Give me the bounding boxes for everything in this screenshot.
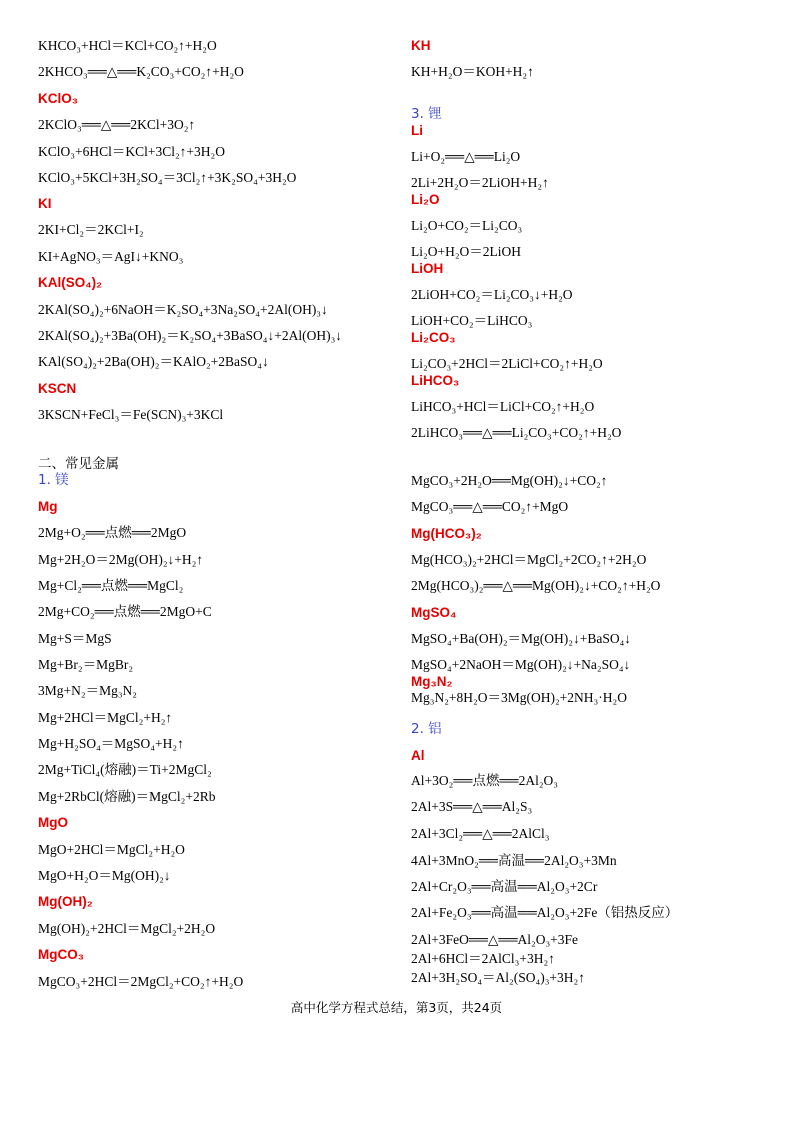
equation: MgO+2HCl＝MgCl₂+H₂O [38,842,185,857]
compound-heading: Li [411,123,423,138]
equation: Li+O₂══△══Li₂O [411,149,521,164]
equation: MgCO₃══△══CO₂↑+MgO [411,499,569,514]
equation: Li₂O+CO₂＝Li₂CO₃ [411,218,523,233]
equation: Mg+Cl₂══点燃══MgCl₂ [38,578,184,593]
equation: 3KSCN+FeCl₃＝Fe(SCN)₃+3KCl [38,407,224,422]
equation: 2Mg+O₂══点燃══2MgO [38,525,187,540]
equation: KAl(SO₄)₂+2Ba(OH)₂＝KAlO₂+2BaSO₄↓ [38,354,269,369]
equation: Mg+2RbCl(熔融)＝MgCl₂+2Rb [38,789,216,804]
equation: 2Mg+CO₂══点燃══2MgO+C [38,604,212,619]
equation: 2Al+3S══△══Al₂S₃ [411,799,533,814]
subsection-heading: 3. 锂 [411,106,442,122]
compound-heading: KI [38,196,52,211]
equation: MgSO₄+2NaOH＝Mg(OH)₂↓+Na₂SO₄↓ [411,657,631,672]
equation: 3Mg+N₂＝Mg₃N₂ [38,683,137,698]
equation: 2Al+6HCl＝2AlCl₃+3H₂↑ [411,951,555,966]
equation: 2Li+2H₂O＝2LiOH+H₂↑ [411,175,549,190]
compound-heading: Mg [38,499,58,514]
compound-heading: LiHCO₃ [411,373,460,388]
equation: Mg+Br₂＝MgBr₂ [38,657,134,672]
equation: Mg+S＝MgS [38,631,112,646]
equation: KClO₃+5KCl+3H₂SO₄＝3Cl₂↑+3K₂SO₄+3H₂O [38,170,297,185]
equation: 2Al+3FeO══△══Al₂O₃+3Fe [411,932,579,947]
equation: MgCO₃+2HCl＝2MgCl₂+CO₂↑+H₂O [38,974,244,989]
equation: MgSO₄+Ba(OH)₂＝Mg(OH)₂↓+BaSO₄↓ [411,631,632,646]
compound-heading: KH [411,38,431,53]
equation: KClO₃+6HCl＝KCl+3Cl₂↑+3H₂O [38,144,225,159]
compound-heading: MgCO₃ [38,947,84,962]
equation: Li₂O+H₂O＝2LiOH [411,244,522,259]
compound-heading: Mg₃N₂ [411,674,453,689]
equation: 2Al+3H₂SO₄＝Al₂(SO₄)₃+3H₂↑ [411,970,585,985]
equation: Mg(OH)₂+2HCl＝MgCl₂+2H₂O [38,921,216,936]
compound-heading: Al [411,748,425,763]
subsection-heading: 1. 镁 [38,472,69,488]
equation: KH+H₂O＝KOH+H₂↑ [411,64,534,79]
page-footer: 高中化学方程式总结，第3页，共24页 [290,1000,503,1015]
compound-heading: MgO [38,815,68,830]
equation: 2Al+Fe₂O₃══高温══Al₂O₃+2Fe（铝热反应） [411,905,679,920]
equation: Al+3O₂══点燃══2Al₂O₃ [411,773,558,788]
equation: Mg+2H₂O＝2Mg(OH)₂↓+H₂↑ [38,552,204,567]
equation: Mg(HCO₃)₂+2HCl＝MgCl₂+2CO₂↑+2H₂O [411,552,647,567]
section-heading: 二、常见金属 [38,456,119,472]
compound-heading: Mg(OH)₂ [38,894,93,909]
compound-heading: Mg(HCO₃)₂ [411,526,482,541]
compound-heading: Li₂O [411,192,440,207]
equation: KHCO₃+HCl＝KCl+CO₂↑+H₂O [38,38,217,53]
equation: 4Al+3MnO₂══高温══2Al₂O₃+3Mn [411,853,617,868]
equation: 2LiHCO₃══△══Li₂CO₃+CO₂↑+H₂O [411,425,622,440]
equation: 2KI+Cl₂＝2KCl+I₂ [38,222,144,237]
equation: Mg+2HCl＝MgCl₂+H₂↑ [38,710,173,725]
compound-heading: LiOH [411,261,444,276]
compound-heading: KSCN [38,381,77,396]
equation: Li₂CO₃+2HCl＝2LiCl+CO₂↑+H₂O [411,356,603,371]
compound-heading: MgSO₄ [411,605,457,620]
equation: Mg₃N₂+8H₂O＝3Mg(OH)₂+2NH₃·H₂O [411,690,627,705]
compound-heading: Li₂CO₃ [411,330,456,345]
equation: 2Al+Cr₂O₃══高温══Al₂O₃+2Cr [411,879,598,894]
equation: 2Mg(HCO₃)₂══△══Mg(OH)₂↓+CO₂↑+H₂O [411,578,661,593]
equation: 2KAl(SO₄)₂+6NaOH＝K₂SO₄+3Na₂SO₄+2Al(OH)₃↓ [38,302,328,317]
equation: 2KAl(SO₄)₂+3Ba(OH)₂＝K₂SO₄+3BaSO₄↓+2Al(OH)₃↓ [38,328,343,343]
equation: 2KHCO₃══△══K₂CO₃+CO₂↑+H₂O [38,64,244,79]
equation: 2LiOH+CO₂＝Li₂CO₃↓+H₂O [411,287,573,302]
compound-heading: KAl(SO₄)₂ [38,275,103,290]
equation: Mg+H₂SO₄＝MgSO₄+H₂↑ [38,736,184,751]
compound-heading: KClO₃ [38,91,78,106]
equation: MgCO₃+2H₂O══Mg(OH)₂↓+CO₂↑ [411,473,608,488]
equation: MgO+H₂O＝Mg(OH)₂↓ [38,868,171,883]
equation: 2Mg+TiCl₄(熔融)＝Ti+2MgCl₂ [38,762,212,777]
equation: KI+AgNO₃＝AgI↓+KNO₃ [38,249,184,264]
equation: 2KClO₃══△══2KCl+3O₂↑ [38,117,196,132]
equation: LiOH+CO₂＝LiHCO₃ [411,313,533,328]
equation: LiHCO₃+HCl＝LiCl+CO₂↑+H₂O [411,399,595,414]
equation: 2Al+3Cl₂══△══2AlCl₃ [411,826,550,841]
subsection-heading: 2. 铝 [411,721,442,737]
